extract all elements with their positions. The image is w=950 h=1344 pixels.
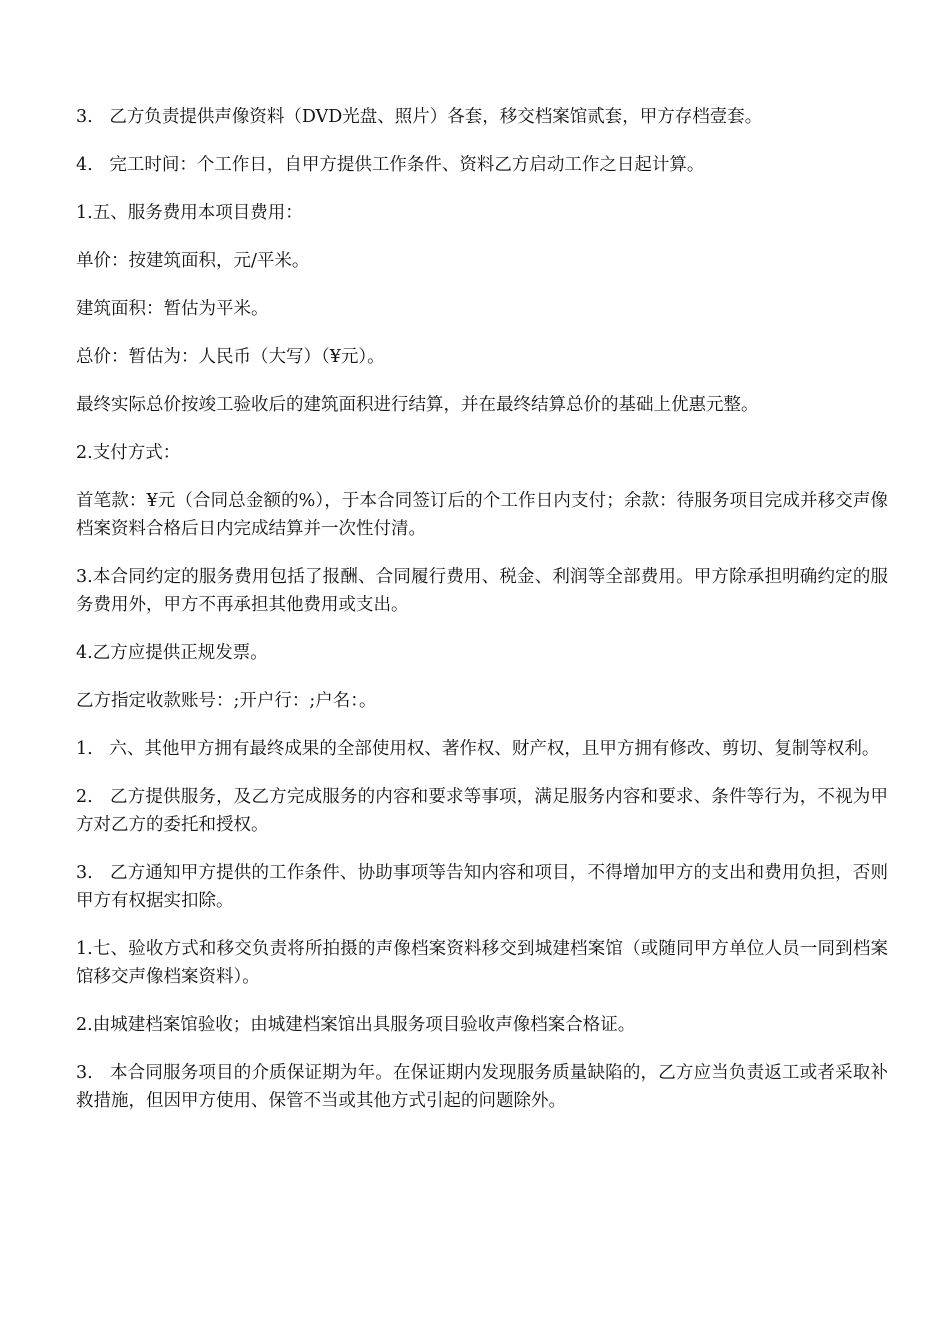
paragraph-building-area: 建筑面积：暂估为平米。 (76, 299, 269, 319)
paragraph-final-settlement: 最终实际总价按竣工验收后的建筑面积进行结算，并在最终结算总价的基础上优惠元整。 (76, 395, 759, 415)
paragraph-no-authorization: 2. 乙方提供服务，及乙方完成服务的内容和要求等事项，满足服务内容和要求、条件等行为，不视为甲方对乙方的委托和授权。 (76, 787, 888, 835)
paragraph-completion-time: 4. 完工时间：个工作日，自甲方提供工作条件、资料乙方启动工作之日起计算。 (76, 155, 705, 175)
paragraph-acceptance-transfer: 1.七、验收方式和移交负责将所拍摄的声像档案资料移交到城建档案馆（或随同甲方单位人员一同到档案馆移交声像档案资料）。 (76, 939, 888, 987)
paragraph-deliverables: 3. 乙方负责提供声像资料（DVD光盘、照片）各套，移交档案馆贰套，甲方存档壹套。 (76, 107, 763, 127)
paragraph-unit-price: 单价：按建筑面积，元/平米。 (76, 251, 310, 271)
paragraph-bank-account: 乙方指定收款账号：;开户行：;户名：。 (76, 691, 377, 711)
paragraph-invoice: 4.乙方应提供正规发票。 (76, 643, 268, 663)
document-body (76, 103, 888, 1135)
paragraph-archive-acceptance: 2.由城建档案馆验收；由城建档案馆出具服务项目验收声像档案合格证。 (76, 1015, 636, 1035)
paragraph-warranty: 3. 本合同服务项目的介质保证期为年。在保证期内发现服务质量缺陷的，乙方应当负责返工或者采取补救措施，但因甲方使用、保管不当或其他方式引起的问题除外。 (76, 1063, 888, 1111)
paragraph-payment-method: 2.支付方式： (76, 443, 181, 463)
paragraph-payment-terms: 首笔款：¥元（合同总金额的%），于本合同签订后的个工作日内支付；余款：待服务项目完成并移交声像档案资料合格后日内完成结算并一次性付清。 (76, 491, 888, 539)
paragraph-fee-inclusions: 3.本合同约定的服务费用包括了报酬、合同履行费用、税金、利润等全部费用。甲方除承担明确约定的服务费用外，甲方不再承担其他费用或支出。 (76, 567, 888, 615)
paragraph-service-fee-heading: 1.五、服务费用本项目费用： (76, 203, 303, 223)
paragraph-total-price: 总价：暂估为：人民币（大写）（¥元）。 (76, 347, 385, 367)
paragraph-other-rights: 1. 六、其他甲方拥有最终成果的全部使用权、著作权、财产权，且甲方拥有修改、剪切、复制等权利。 (76, 739, 880, 759)
paragraph-no-extra-burden: 3. 乙方通知甲方提供的工作条件、协助事项等告知内容和项目，不得增加甲方的支出和费用负担，否则甲方有权据实扣除。 (76, 863, 888, 911)
